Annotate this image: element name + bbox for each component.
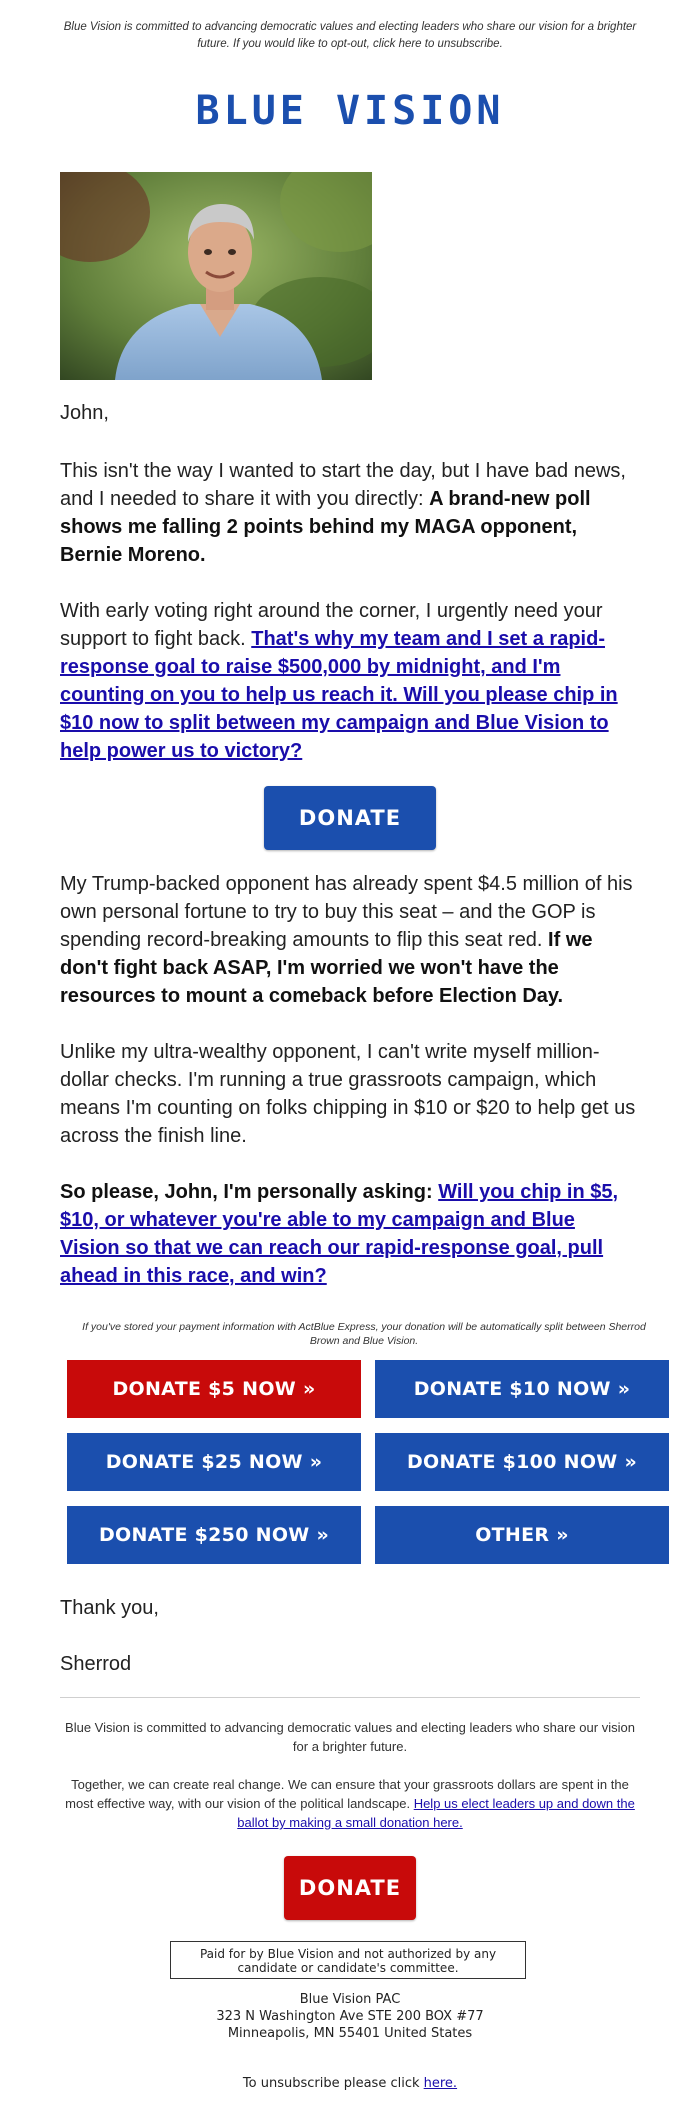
- footer-donate-button[interactable]: DONATE: [284, 1856, 416, 1920]
- paragraph-2-donate-link[interactable]: That's why my team and I set a rapid-response goal to raise $500,000 by midnight, and I'm counting on you to help us reach it. Will you please chip in $10 now to split between my campaign and Blue Vision to help power us to victory?: [60, 628, 618, 762]
- candidate-photo: [60, 172, 372, 380]
- blue-vision-logo: [160, 90, 540, 130]
- signature: Sherrod: [60, 1653, 132, 1675]
- paragraph-2: [60, 597, 640, 765]
- paragraph-1-text: This isn't the way I wanted to start the day, but I have bad news, and I needed to share it with you directly:: [60, 460, 626, 510]
- donate-250-button[interactable]: DONATE $250 NOW »: [67, 1506, 361, 1564]
- paragraph-3-bold: If we don't fight back ASAP, I'm worried we won't have the resources to mount a comeback before Election Day.: [60, 929, 593, 1007]
- donate-25-button[interactable]: DONATE $25 NOW »: [67, 1433, 361, 1491]
- unsubscribe-line: [60, 2076, 640, 2091]
- footer-donate-link[interactable]: Help us elect leaders up and down the ballot by making a small donation here.: [237, 1796, 635, 1830]
- greeting: John,: [60, 402, 109, 424]
- org-address: [60, 1991, 640, 2042]
- actblue-note: If you've stored your payment information with ActBlue Express, your donation will be automatically split between Sherrod Brown and Blue Vision.: [82, 1321, 646, 1347]
- footer-together: [60, 1775, 640, 1832]
- preheader-text: Blue Vision is committed to advancing democratic values and electing leaders who share our vision for a brighter future. If you would like to opt-out, click here to unsubscribe.: [63, 21, 637, 50]
- address-line-2: Minneapolis, MN 55401 United States: [227, 2026, 473, 2041]
- portrait-photo-icon: [60, 172, 372, 380]
- paid-for-disclaimer: Paid for by Blue Vision and not authorized by any candidate or candidate's committee.: [170, 1941, 526, 1979]
- org-name: Blue Vision PAC: [299, 1992, 401, 2007]
- paragraph-5-bold: So please, John, I'm personally asking:: [60, 1181, 439, 1203]
- donate-other-button[interactable]: OTHER »: [375, 1506, 669, 1564]
- footer-divider: [60, 1697, 640, 1698]
- footer-together-text: Together, we can create real change. We can ensure that your grassroots dollars are spent in the most effective way, with our vision of the political landscape.: [65, 1777, 629, 1811]
- logo-text: BLUE VISION: [195, 90, 505, 130]
- paragraph-1: [60, 457, 640, 569]
- unsubscribe-link[interactable]: here.: [423, 2076, 458, 2091]
- paragraph-4: Unlike my ultra-wealthy opponent, I can't write myself million-dollar checks. I'm running a true grassroots campaign, which means I'm counting on folks chipping in $10 or $20 to help get us across the finish line.: [60, 1041, 636, 1147]
- donate-10-button[interactable]: DONATE $10 NOW »: [375, 1360, 669, 1418]
- paragraph-3: [60, 870, 640, 1010]
- paragraph-5: [60, 1178, 640, 1290]
- paragraph-5-donate-link[interactable]: Will you chip in $5, $10, or whatever you're able to my campaign and Blue Vision so that we can reach our rapid-response goal, pull ahead in this race, and win?: [60, 1181, 619, 1287]
- paragraph-3-text: My Trump-backed opponent has already spent $4.5 million of his own personal fortune to try to buy this seat – and the GOP is spending record-breaking amounts to flip this seat red.: [60, 873, 633, 951]
- donate-button[interactable]: DONATE: [264, 786, 436, 850]
- donate-100-button[interactable]: DONATE $100 NOW »: [375, 1433, 669, 1491]
- address-line-1: 323 N Washington Ave STE 200 BOX #77: [216, 2009, 484, 2024]
- paragraph-1-bold: A brand-new poll shows me falling 2 points behind my MAGA opponent, Bernie Moreno.: [60, 488, 591, 566]
- footer-mission: Blue Vision is committed to advancing democratic values and electing leaders who share our vision for a brighter future.: [65, 1720, 635, 1754]
- signoff: Thank you,: [60, 1597, 159, 1619]
- paragraph-2-text: With early voting right around the corner, I urgently need your support to fight back.: [60, 600, 603, 650]
- unsubscribe-text: To unsubscribe please click: [242, 2076, 424, 2091]
- donate-5-button[interactable]: DONATE $5 NOW »: [67, 1360, 361, 1418]
